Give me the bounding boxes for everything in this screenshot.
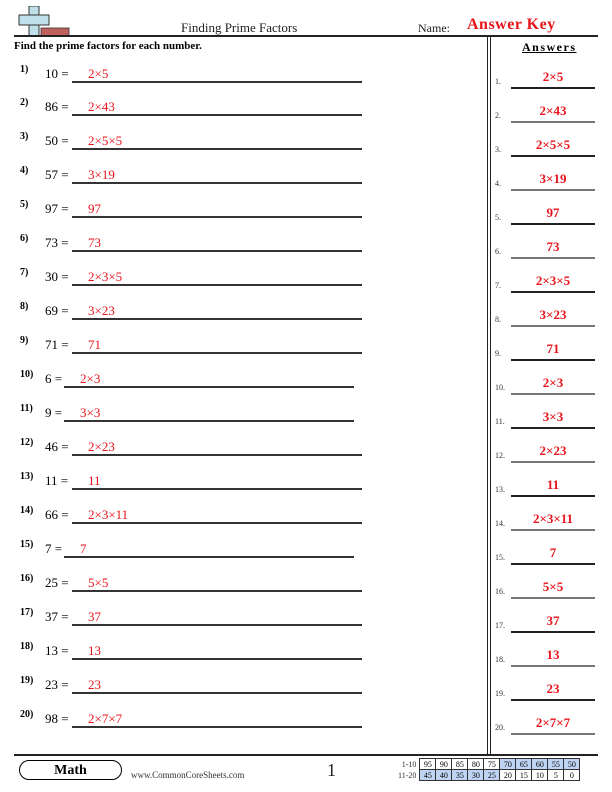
answer-line xyxy=(511,563,595,565)
answer-number: 7. xyxy=(495,281,501,290)
score-table xyxy=(396,758,580,781)
problem-number: 6) xyxy=(20,233,29,244)
problem-number: 20) xyxy=(20,709,34,720)
answer-line xyxy=(511,257,595,259)
answer-number: 15. xyxy=(495,553,505,562)
problem-number: 11) xyxy=(20,403,33,414)
answer-line xyxy=(72,114,362,116)
answer-line xyxy=(511,631,595,633)
problem-expression: 57 = xyxy=(45,167,69,182)
score-cell: 80 xyxy=(468,759,484,770)
answer-value: 2×43 xyxy=(539,103,567,118)
instructions: Find the prime factors for each number. xyxy=(14,40,202,52)
problem-answer[interactable]: 3×3 xyxy=(80,405,101,420)
answer-key-item xyxy=(495,137,605,157)
problem-answer[interactable]: 3×23 xyxy=(88,303,115,318)
answer-line xyxy=(511,699,595,701)
answer-line xyxy=(72,81,362,83)
answer-key-item xyxy=(495,205,605,225)
answer-number: 20. xyxy=(495,723,505,732)
answer-line xyxy=(511,325,595,327)
problem-expression: 50 = xyxy=(45,133,69,148)
answer-value: 37 xyxy=(546,613,560,628)
problem-expression: 13 = xyxy=(45,643,69,658)
answer-line xyxy=(64,556,354,558)
score-cell: 50 xyxy=(564,759,580,770)
answer-line xyxy=(72,726,362,728)
problem-answer[interactable]: 97 xyxy=(88,201,101,216)
problem-number: 13) xyxy=(20,471,34,482)
header-rule xyxy=(14,35,598,37)
problem-answer[interactable]: 13 xyxy=(88,643,101,658)
score-cell: 90 xyxy=(436,759,452,770)
problem-number: 9) xyxy=(20,335,29,346)
problem-expression: 25 = xyxy=(45,575,69,590)
problem-number: 7) xyxy=(20,267,29,278)
problem-expression: 7 = xyxy=(45,541,63,556)
answer-key-item xyxy=(495,681,605,701)
answer-key-item xyxy=(495,715,605,735)
answer-number: 1. xyxy=(495,77,501,86)
answers-heading: Answers xyxy=(522,40,577,54)
problem-item xyxy=(20,131,370,151)
problem-number: 14) xyxy=(20,505,34,516)
answer-line xyxy=(511,597,595,599)
problem-number: 17) xyxy=(20,607,34,618)
problem-answer[interactable]: 37 xyxy=(88,609,101,624)
problem-item xyxy=(20,301,370,321)
answer-line xyxy=(511,461,595,463)
problem-expression: 97 = xyxy=(45,201,69,216)
answer-line xyxy=(511,733,595,735)
answer-value: 3×23 xyxy=(539,307,567,322)
answer-line xyxy=(72,216,362,218)
answer-value: 11 xyxy=(546,477,560,492)
answer-line xyxy=(511,223,595,225)
score-row xyxy=(396,759,580,770)
name-label: Name: xyxy=(418,21,450,35)
answer-value: 23 xyxy=(546,681,560,696)
answer-number: 2. xyxy=(495,111,501,120)
answer-number: 14. xyxy=(495,519,505,528)
problem-answer[interactable]: 2×7×7 xyxy=(88,711,123,726)
problem-number: 10) xyxy=(20,369,34,380)
problem-expression: 71 = xyxy=(45,337,69,352)
answer-key-item xyxy=(495,511,605,531)
answer-line xyxy=(511,87,595,89)
problem-number: 1) xyxy=(20,64,29,75)
problem-number: 16) xyxy=(20,573,34,584)
score-cell: 25 xyxy=(484,770,500,781)
problem-number: 15) xyxy=(20,539,34,550)
problem-expression: 86 = xyxy=(45,99,69,114)
footer-rule xyxy=(14,754,598,756)
problem-item xyxy=(20,641,370,661)
answer-key-item xyxy=(495,239,605,259)
problem-answer[interactable]: 7 xyxy=(80,541,87,556)
problem-answer[interactable]: 2×3×11 xyxy=(88,507,129,522)
problem-item xyxy=(20,233,370,253)
answer-key-item xyxy=(495,307,605,327)
worksheet-title: Finding Prime Factors xyxy=(181,20,298,35)
answer-line xyxy=(72,250,362,252)
answer-value: 71 xyxy=(546,341,560,356)
problem-item xyxy=(20,539,370,559)
problem-expression: 10 = xyxy=(45,66,69,81)
answer-value: 2×7×7 xyxy=(535,715,571,730)
answer-key-item xyxy=(495,545,605,565)
answer-number: 13. xyxy=(495,485,505,494)
answer-value: 97 xyxy=(546,205,560,220)
problem-item xyxy=(20,607,370,627)
score-cell: 70 xyxy=(500,759,516,770)
answer-number: 16. xyxy=(495,587,505,596)
score-row-label: 11-20 xyxy=(398,770,417,780)
answer-value: 2×3 xyxy=(542,375,564,390)
score-cell: 5 xyxy=(548,770,564,781)
answer-key-item xyxy=(495,579,605,599)
problem-item xyxy=(20,335,370,355)
problem-item xyxy=(20,403,370,423)
answer-line xyxy=(72,352,362,354)
answer-key-item xyxy=(495,69,605,89)
answer-key-item xyxy=(495,647,605,667)
answer-line xyxy=(72,454,362,456)
score-cell: 15 xyxy=(516,770,532,781)
answer-value: 2×5 xyxy=(542,69,564,84)
problem-expression: 98 = xyxy=(45,711,69,726)
problem-number: 4) xyxy=(20,165,29,176)
answer-line xyxy=(72,692,362,694)
answer-number: 6. xyxy=(495,247,501,256)
problem-item xyxy=(20,97,370,117)
problem-expression: 69 = xyxy=(45,303,69,318)
problem-number: 3) xyxy=(20,131,29,142)
answer-line xyxy=(64,386,354,388)
problem-number: 18) xyxy=(20,641,34,652)
problem-answer[interactable]: 11 xyxy=(88,473,101,488)
score-cell: 0 xyxy=(564,770,580,781)
answer-line xyxy=(72,522,362,524)
problem-expression: 11 = xyxy=(45,473,69,488)
answer-number: 9. xyxy=(495,349,501,358)
page-number: 1 xyxy=(327,760,336,780)
problem-item xyxy=(20,437,370,457)
problem-answer[interactable]: 2×3 xyxy=(80,371,101,386)
answer-number: 18. xyxy=(495,655,505,664)
problem-answer[interactable]: 2×5 xyxy=(88,66,109,81)
problem-item xyxy=(20,199,370,219)
answer-number: 3. xyxy=(495,145,501,154)
answer-line xyxy=(72,284,362,286)
score-cell: 35 xyxy=(452,770,468,781)
score-cell: 95 xyxy=(420,759,436,770)
answer-value: 7 xyxy=(549,545,557,560)
answer-value: 3×3 xyxy=(542,409,564,424)
answer-line xyxy=(72,658,362,660)
answer-line xyxy=(511,155,595,157)
answer-value: 73 xyxy=(546,239,560,254)
answer-key-item xyxy=(495,341,605,361)
answer-key-item xyxy=(495,375,605,395)
answer-line xyxy=(511,529,595,531)
column-divider xyxy=(487,36,491,754)
score-cell: 65 xyxy=(516,759,532,770)
problem-answer[interactable]: 23 xyxy=(88,677,101,692)
problem-answer[interactable]: 2×23 xyxy=(88,439,115,454)
answer-line xyxy=(72,488,362,490)
score-cell: 10 xyxy=(532,770,548,781)
answer-line xyxy=(72,590,362,592)
score-row xyxy=(396,770,580,781)
score-cell: 40 xyxy=(436,770,452,781)
problem-answer[interactable]: 2×5×5 xyxy=(88,133,123,148)
score-cell: 20 xyxy=(500,770,516,781)
problem-expression: 46 = xyxy=(45,439,69,454)
answer-key-item xyxy=(495,409,605,429)
problem-number: 19) xyxy=(20,675,34,686)
answer-line xyxy=(72,318,362,320)
problem-expression: 73 = xyxy=(45,235,69,250)
problem-answer[interactable]: 71 xyxy=(88,337,101,352)
score-cell: 55 xyxy=(548,759,564,770)
problem-item xyxy=(20,471,370,491)
answer-line xyxy=(511,665,595,667)
problem-expression: 6 = xyxy=(45,371,63,386)
score-cell: 60 xyxy=(532,759,548,770)
answer-key-item xyxy=(495,273,605,293)
answer-key-item xyxy=(495,443,605,463)
problem-answer[interactable]: 2×3×5 xyxy=(88,269,123,284)
problem-expression: 66 = xyxy=(45,507,69,522)
answer-line xyxy=(511,427,595,429)
score-cell: 75 xyxy=(484,759,500,770)
answer-value: 3×19 xyxy=(539,171,567,186)
problem-item xyxy=(20,675,370,695)
answer-number: 11. xyxy=(495,417,505,426)
problem-number: 2) xyxy=(20,97,29,108)
score-cell: 85 xyxy=(452,759,468,770)
answer-line xyxy=(72,182,362,184)
answer-number: 12. xyxy=(495,451,505,460)
answer-number: 4. xyxy=(495,179,501,188)
problem-number: 12) xyxy=(20,437,34,448)
answer-value: 5×5 xyxy=(542,579,564,594)
problem-answer[interactable]: 73 xyxy=(88,235,101,250)
problem-item xyxy=(20,64,370,84)
problem-item xyxy=(20,267,370,287)
problem-item xyxy=(20,369,370,389)
score-cell: 45 xyxy=(420,770,436,781)
answer-line xyxy=(511,189,595,191)
answer-line xyxy=(72,148,362,150)
score-row-label: 1-10 xyxy=(401,759,417,769)
problem-item xyxy=(20,165,370,185)
answer-key-item xyxy=(495,171,605,191)
answer-value: 2×3×11 xyxy=(532,511,574,526)
problem-expression: 37 = xyxy=(45,609,69,624)
answer-line xyxy=(511,393,595,395)
answer-key-item xyxy=(495,477,605,497)
problem-expression: 30 = xyxy=(45,269,69,284)
problem-answer[interactable]: 2×43 xyxy=(88,99,115,114)
score-cell: 30 xyxy=(468,770,484,781)
answer-number: 19. xyxy=(495,689,505,698)
answer-number: 17. xyxy=(495,621,505,630)
answer-line xyxy=(511,121,595,123)
subject-badge: Math xyxy=(19,760,122,780)
answer-line xyxy=(511,291,595,293)
problem-expression: 9 = xyxy=(45,405,63,420)
answer-number: 8. xyxy=(495,315,501,324)
answer-line xyxy=(64,420,354,422)
problem-number: 5) xyxy=(20,199,29,210)
name-value: Answer Key xyxy=(467,16,556,33)
answer-value: 2×5×5 xyxy=(535,137,571,152)
answer-value: 2×3×5 xyxy=(535,273,571,288)
problem-answer[interactable]: 3×19 xyxy=(88,167,115,182)
problem-item xyxy=(20,505,370,525)
problem-item xyxy=(20,573,370,593)
answer-line xyxy=(511,359,595,361)
answer-key-item xyxy=(495,613,605,633)
problem-item xyxy=(20,709,370,729)
problem-answer[interactable]: 5×5 xyxy=(88,575,109,590)
problem-expression: 23 = xyxy=(45,677,69,692)
answer-number: 10. xyxy=(495,383,505,392)
answer-value: 2×23 xyxy=(539,443,567,458)
answer-line xyxy=(511,495,595,497)
answer-value: 13 xyxy=(546,647,560,662)
answer-line xyxy=(72,624,362,626)
math-plus-logo-icon xyxy=(16,6,71,36)
problem-number: 8) xyxy=(20,301,29,312)
answer-number: 5. xyxy=(495,213,501,222)
answer-key-item xyxy=(495,103,605,123)
site-url: www.CommonCoreSheets.com xyxy=(131,770,245,780)
